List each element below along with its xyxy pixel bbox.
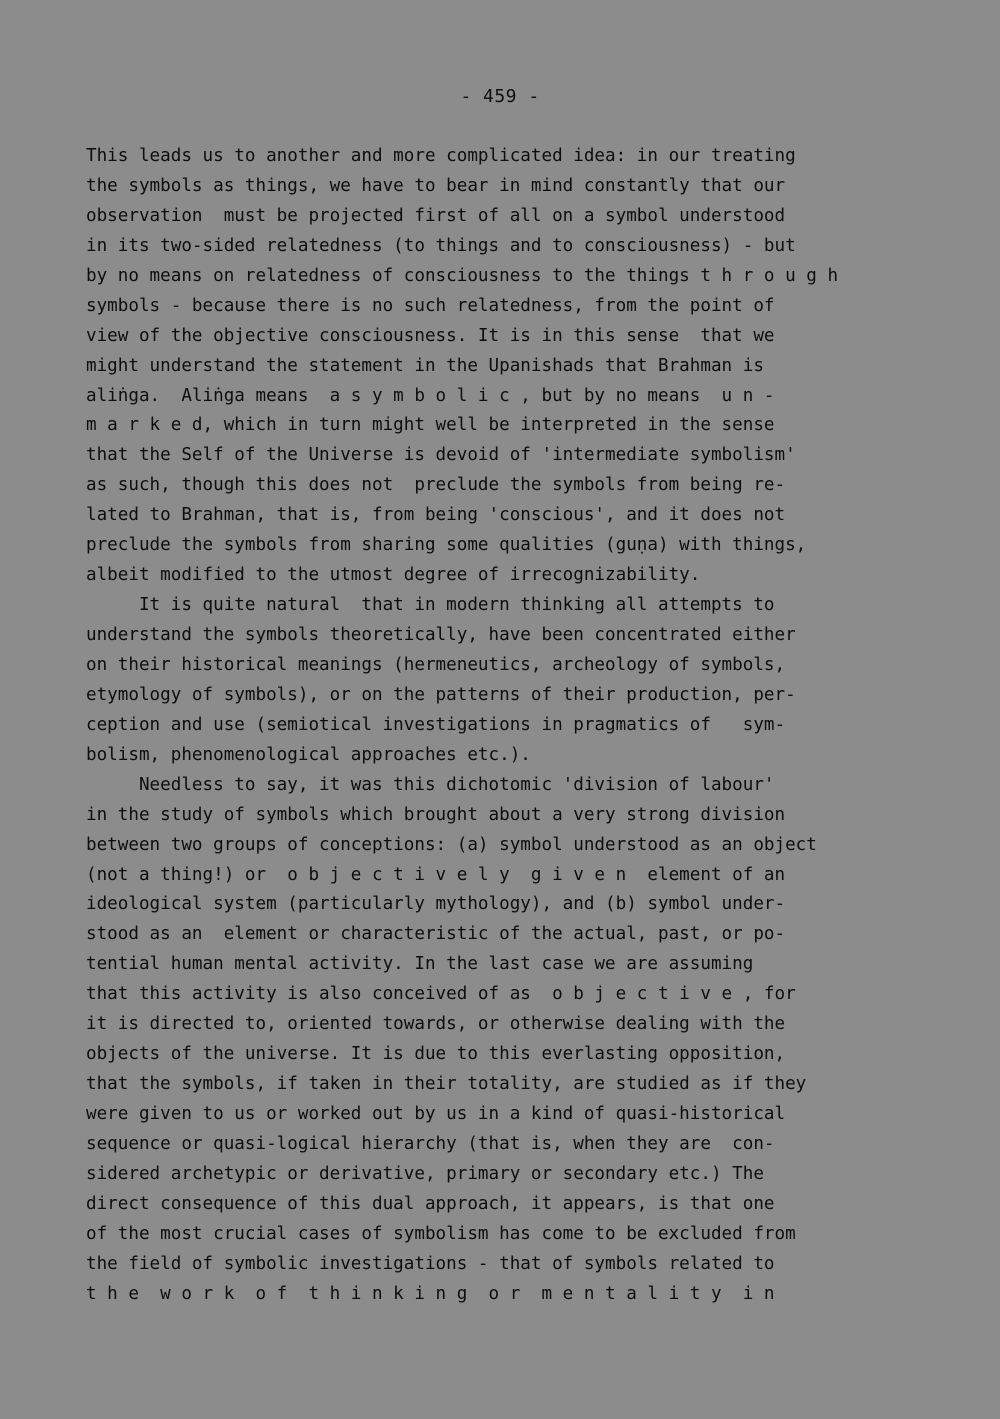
text-line: of the most crucial cases of symbolism has come to be excluded from <box>86 1223 796 1244</box>
text-line: in the study of symbols which brought about a very strong division <box>86 804 786 825</box>
body-text <box>86 142 966 1310</box>
text-line: lated to Brahman, that is, from being 'conscious', and it does not <box>86 505 786 526</box>
text-line: the field of symbolic investigations - that of symbols related to <box>86 1253 775 1274</box>
text-line: between two groups of conceptions: (a) symbol understood as an object <box>86 834 817 855</box>
text-line: view of the objective consciousness. It is in this sense that we <box>86 325 775 346</box>
text-line: that the Self of the Universe is devoid of 'intermediate symbolism' <box>86 445 796 466</box>
text-line: on their historical meanings (hermeneutics, archeology of symbols, <box>86 654 786 675</box>
text-line: aliṅga. Aliṅga means a s y m b o l i c , but by no means u n - <box>86 385 775 406</box>
text-line: objects of the universe. It is due to this everlasting opposition, <box>86 1044 786 1065</box>
text-line: This leads us to another and more complicated idea: in our treating <box>86 146 796 166</box>
text-line: etymology of symbols), or on the patterns of their production, per- <box>86 684 796 705</box>
text-line: sidered archetypic or derivative, primary or secondary etc.) The <box>86 1163 764 1184</box>
text-line: ideological system (particularly mythology), and (b) symbol under- <box>86 894 786 915</box>
page-number: - 459 - <box>460 86 540 107</box>
text-line: it is directed to, oriented towards, or otherwise dealing with the <box>86 1014 786 1035</box>
text-line: symbols - because there is no such relatedness, from the point of <box>86 295 775 316</box>
text-line: albeit modified to the utmost degree of irrecognizability. <box>86 565 701 586</box>
text-line: might understand the statement in the Upanishads that Brahman is <box>86 355 764 376</box>
text-line: observation must be projected first of all on a symbol understood <box>86 205 786 226</box>
text-line: t h e w o r k o f t h i n k i n g o r m e n t a l i t y i n <box>86 1283 775 1304</box>
text-line: sequence or quasi-logical hierarchy (that is, when they are con- <box>86 1133 775 1154</box>
text-line: as such, though this does not preclude the symbols from being re- <box>86 475 786 496</box>
text-line: (not a thing!) or o b j e c t i v e l y g i v e n element of an <box>86 864 786 885</box>
text-line: tential human mental activity. In the last case we are assuming <box>86 954 754 975</box>
text-line: preclude the symbols from sharing some qualities (guṇa) with things, <box>86 535 807 556</box>
text-line: that this activity is also conceived of as o b j e c t i v e , for <box>86 984 796 1005</box>
text-line: in its two-sided relatedness (to things and to consciousness) - but <box>86 235 796 256</box>
text-line: that the symbols, if taken in their totality, are studied as if they <box>86 1074 807 1095</box>
text-line: the symbols as things, we have to bear in mind constantly that our <box>86 175 786 196</box>
text-line: It is quite natural that in modern thinking all attempts to <box>86 595 775 616</box>
text-line: stood as an element or characteristic of the actual, past, or po- <box>86 924 786 945</box>
text-line: m a r k e d, which in turn might well be interpreted in the sense <box>86 415 775 436</box>
text-line: Needless to say, it was this dichotomic 'division of labour' <box>86 774 775 795</box>
text-line: direct consequence of this dual approach, it appears, is that one <box>86 1193 775 1214</box>
text-line: ception and use (semiotical investigations in pragmatics of sym- <box>86 714 786 735</box>
text-line: bolism, phenomenological approaches etc.). <box>86 744 531 765</box>
text-line: were given to us or worked out by us in a kind of quasi-historical <box>86 1104 786 1124</box>
text-line: by no means on relatedness of consciousness to the things t h r o u g h <box>86 265 839 286</box>
text-line: understand the symbols theoretically, have been concentrated either <box>86 625 796 645</box>
